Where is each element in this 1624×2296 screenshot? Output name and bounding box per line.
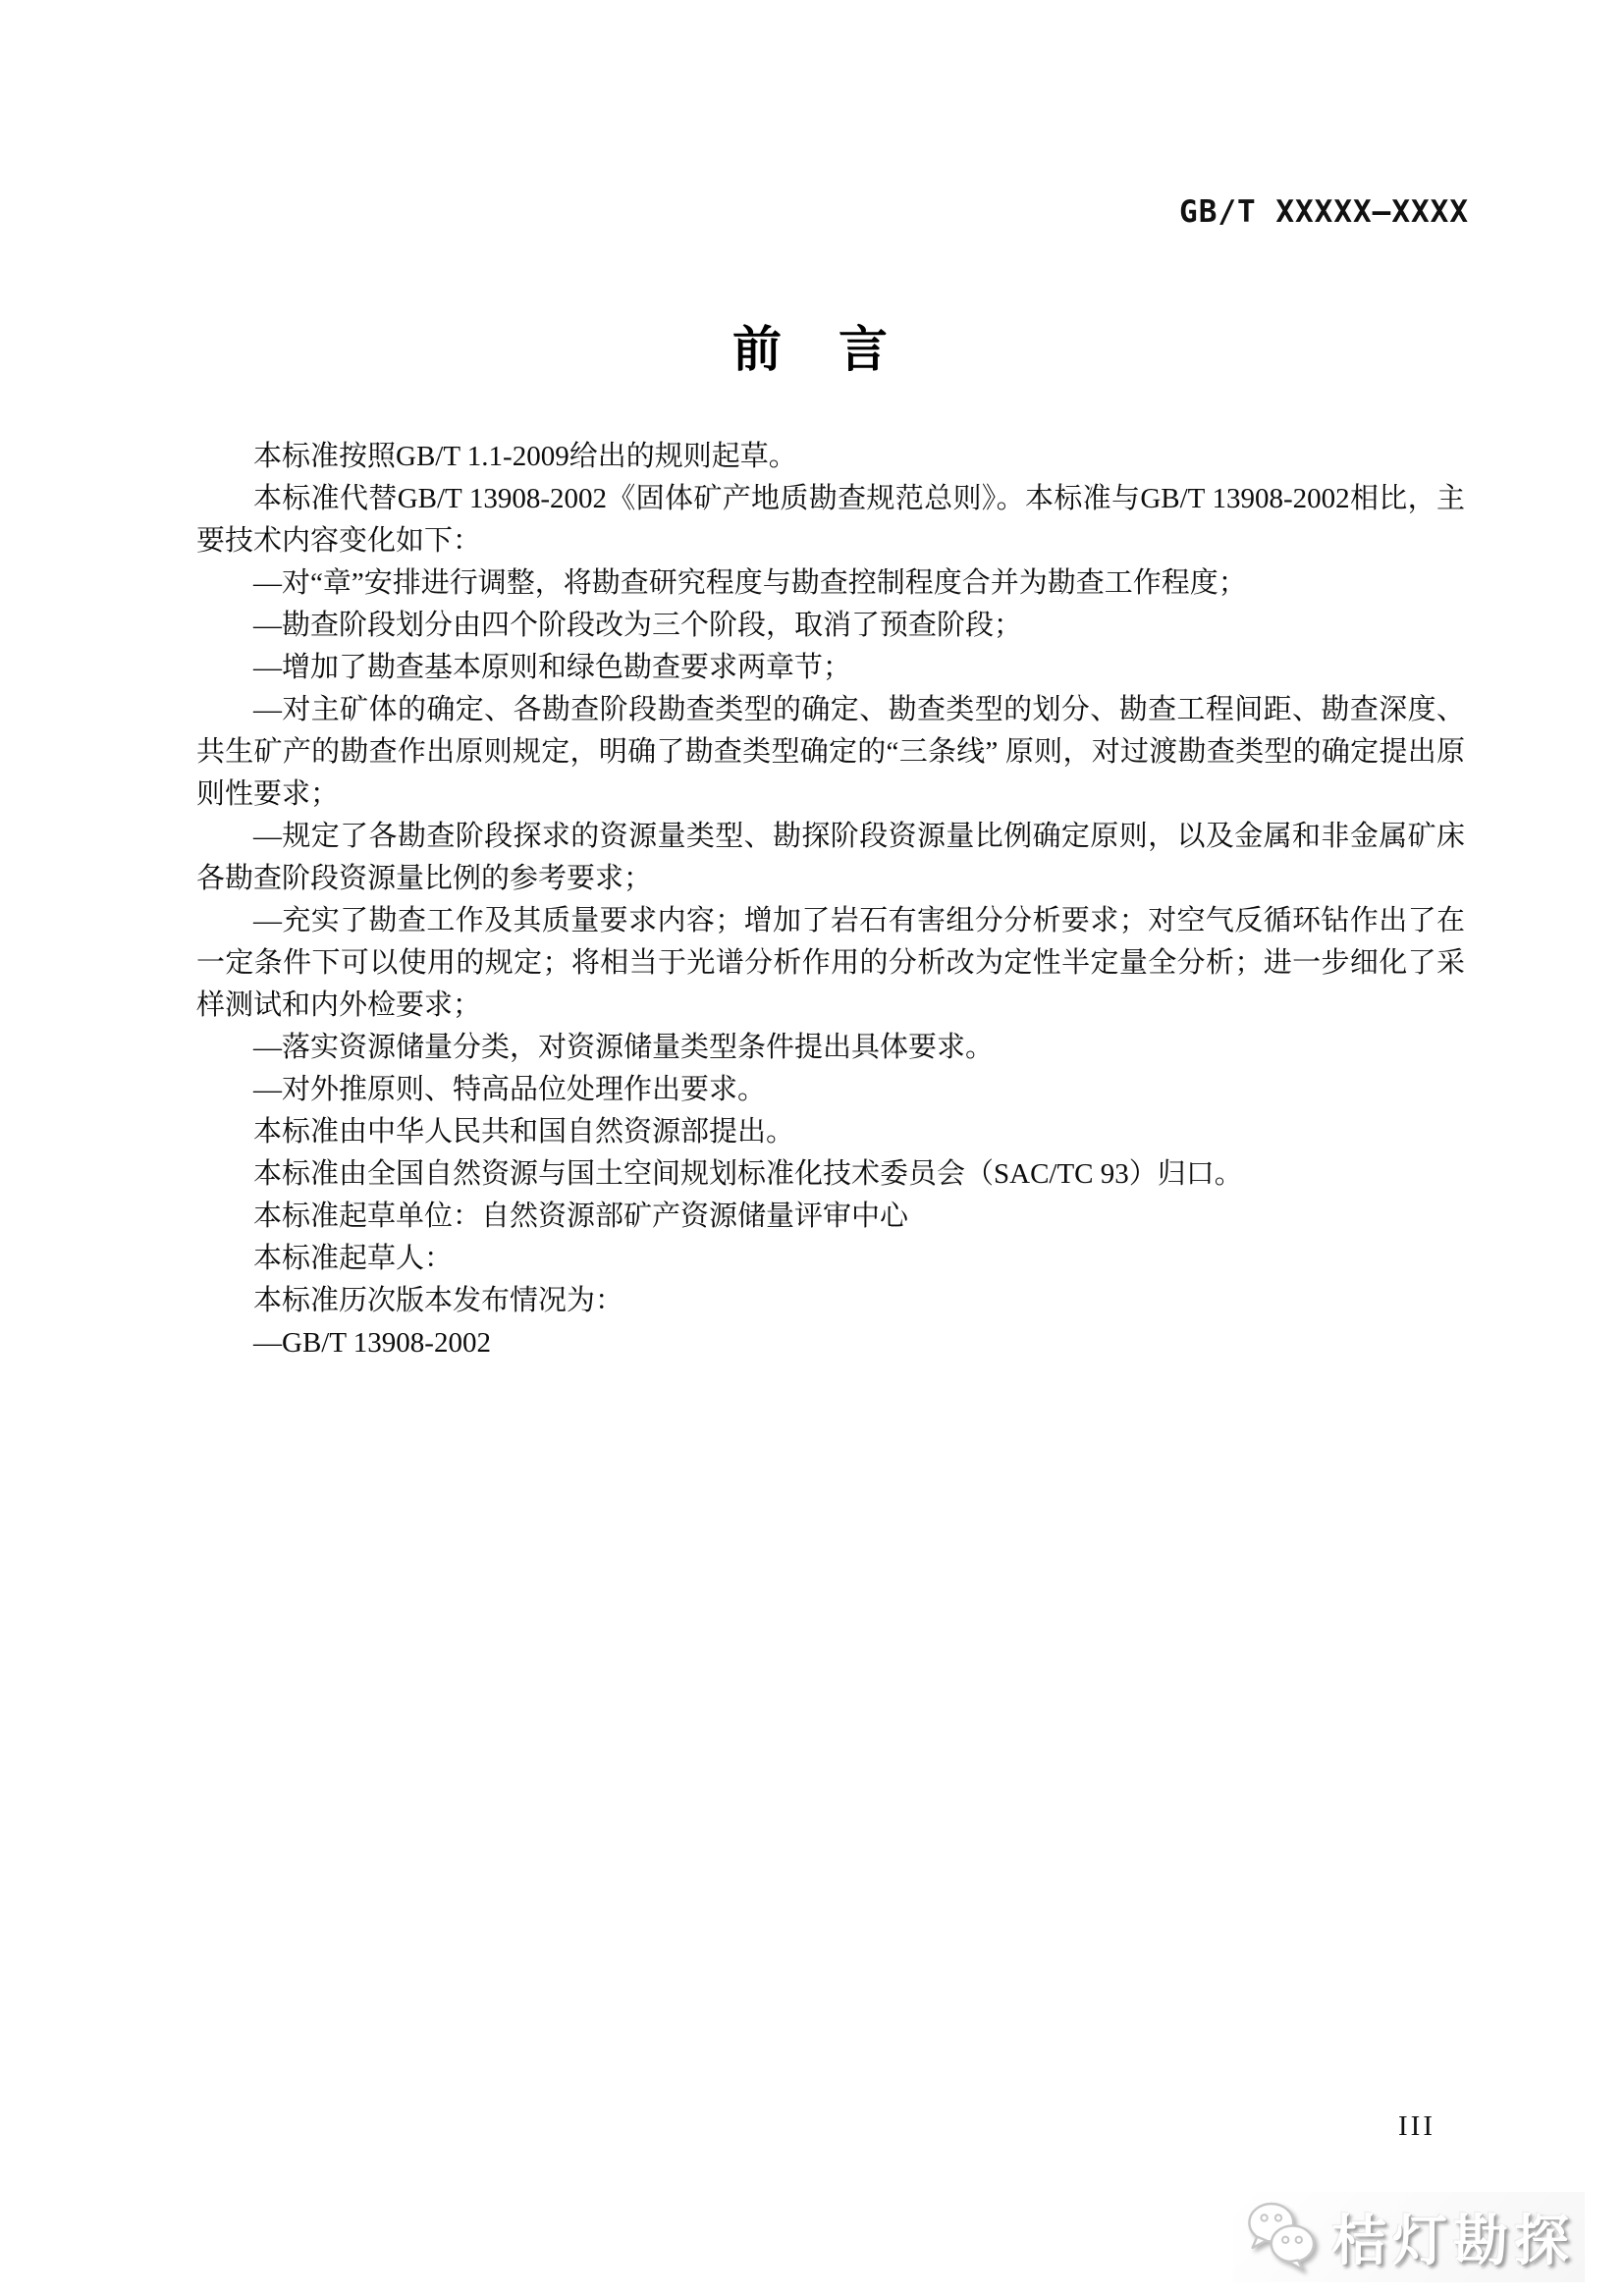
foreword-paragraph: 本标准起草人：: [253, 1243, 454, 1274]
foreword-paragraph: —增加了勘查基本原则和绿色勘查要求两章节；: [253, 652, 852, 683]
foreword-paragraph: —规定了各勘查阶段探求的资源量类型、勘探阶段资源量比例确定原则，以及金属和非金属矿床各勘查阶段资源量比例的参考要求；: [196, 821, 1465, 894]
foreword-paragraph: —勘查阶段划分由四个阶段改为三个阶段，取消了预查阶段；: [253, 610, 1023, 641]
foreword-paragraph: 本标准代替GB/T 13908-2002《固体矿产地质勘查规范总则》。本标准与GB/T 13908-2002相比，主要技术内容变化如下：: [196, 483, 1465, 557]
foreword-paragraph: 本标准由全国自然资源与国土空间规划标准化技术委员会（SAC/TC 93）归口。: [253, 1158, 1243, 1190]
foreword-paragraph: 本标准按照GB/T 1.1-2009给出的规则起草。: [253, 441, 797, 472]
foreword-paragraph: —对外推原则、特高品位处理作出要求。: [253, 1074, 767, 1105]
foreword-paragraph: —充实了勘查工作及其质量要求内容；增加了岩石有害组分分析要求；对空气反循环钻作出了在一定条件下可以使用的规定；将相当于光谱分析作用的分析改为定性半定量全分析；进一步细化了采样测试和内外检要求；: [196, 905, 1465, 1021]
page-number: III: [1398, 2110, 1435, 2142]
wechat-icon: [1243, 2199, 1322, 2276]
foreword-paragraph: —落实资源储量分类，对资源储量类型条件提出具体要求。: [253, 1032, 995, 1063]
foreword-paragraph: 本标准由中华人民共和国自然资源部提出。: [253, 1116, 795, 1148]
watermark-brand-text: 桔灯勘探: [1331, 2210, 1575, 2271]
foreword-paragraph: —对“章”安排进行调整，将勘查研究程度与勘查控制程度合并为勘查工作程度；: [253, 567, 1247, 599]
foreword-paragraphs: [196, 436, 1465, 1364]
foreword-paragraph: —GB/T 13908-2002: [253, 1327, 491, 1359]
foreword-paragraph: 本标准历次版本发布情况为：: [253, 1285, 624, 1316]
foreword-paragraph: 本标准起草单位：自然资源部矿产资源储量评审中心: [253, 1201, 909, 1232]
page-title: 前 言: [732, 322, 892, 377]
foreword-paragraph: —对主矿体的确定、各勘查阶段勘查类型的确定、勘查类型的划分、勘查工程间距、勘查深度、共生矿产的勘查作出原则规定，明确了勘查类型确定的“三条线” 原则，对过渡勘查类型的确定提出原则性要求；: [196, 694, 1465, 810]
watermark: [1233, 2192, 1585, 2282]
standard-code-header: GB/T XXXXX—XXXX: [1179, 194, 1469, 230]
